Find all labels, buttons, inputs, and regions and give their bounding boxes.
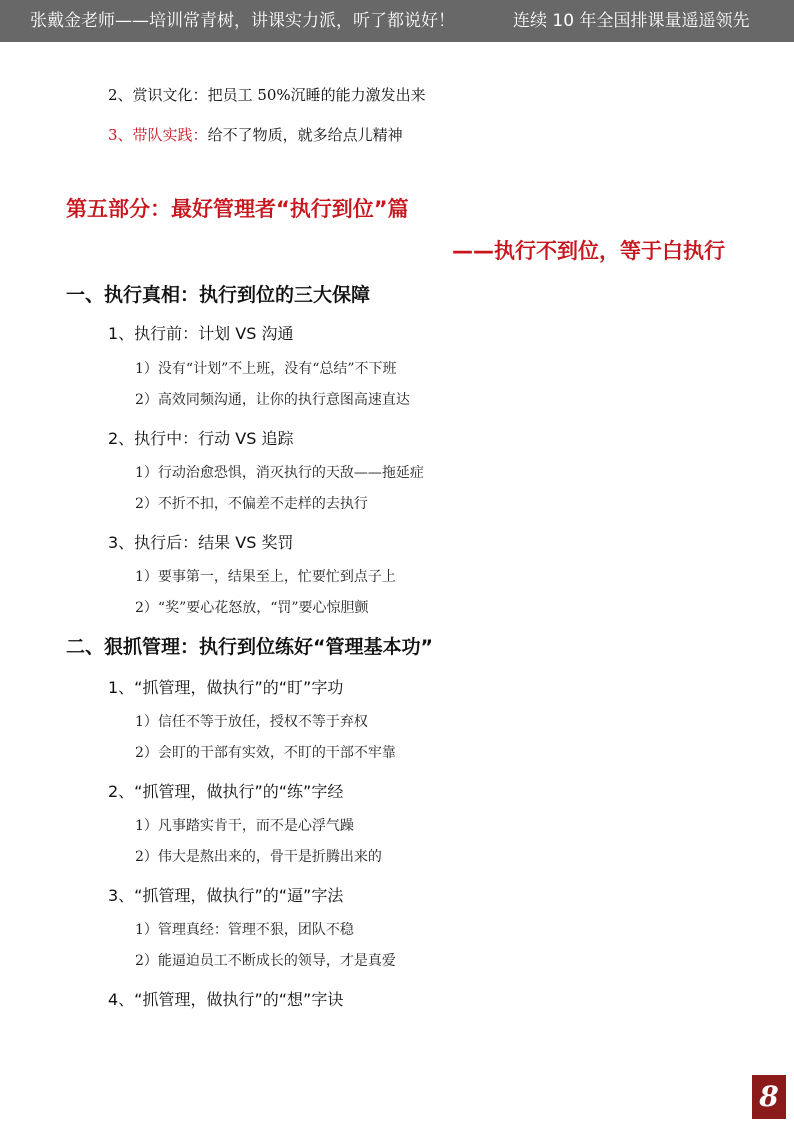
- subsection-title: 2、“抓管理，做执行”的“练”字经: [108, 782, 344, 801]
- list-item: 2）会盯的干部有实效，不盯的干部不牢靠: [135, 745, 396, 761]
- intro-item: [108, 84, 426, 105]
- subsection-title: 2、执行中：行动 VS 追踪: [108, 429, 294, 448]
- part-title: 第五部分：最好管理者“执行到位”篇: [66, 197, 409, 221]
- list-item: 2）能逼迫员工不断成长的领导，才是真爱: [135, 953, 396, 969]
- intro-item: [108, 124, 403, 145]
- list-item: 1）行动治愈恐惧，消灭执行的天敌——拖延症: [135, 465, 424, 481]
- list-item: 1）没有“计划”不上班，没有“总结”不下班: [135, 361, 397, 377]
- subsection-title: 1、“抓管理，做执行”的“盯”字功: [108, 678, 344, 697]
- section-title: 一、执行真相：执行到位的三大保障: [66, 284, 371, 306]
- section-title: 二、狠抓管理：执行到位练好“管理基本功”: [66, 636, 433, 658]
- list-item: 1）要事第一，结果至上，忙要忙到点子上: [135, 569, 396, 585]
- list-item: 1）凡事踏实肯干，而不是心浮气躁: [135, 818, 354, 834]
- subsection-title: 3、“抓管理，做执行”的“逼”字法: [108, 886, 344, 905]
- intro-item-text: 把员工 50%沉睡的能力激发出来: [207, 86, 426, 104]
- intro-item-number: 2、: [108, 86, 133, 104]
- list-item: 2）伟大是熬出来的，骨干是折腾出来的: [135, 849, 382, 865]
- list-item: 2）“奖”要心花怒放，“罚”要心惊胆颤: [135, 600, 369, 616]
- intro-item-number: 3、: [108, 126, 133, 144]
- list-item: 2）不折不扣，不偏差不走样的去执行: [135, 496, 368, 512]
- intro-item-text: 给不了物质，就多给点儿精神: [207, 126, 403, 144]
- header-slogan-right: 连续 10 年全国排课量遥遥领先: [513, 11, 750, 31]
- subsection-title: 4、“抓管理，做执行”的“想”字诀: [108, 990, 344, 1009]
- header-banner: [0, 0, 794, 42]
- list-item: 1）管理真经：管理不狠，团队不稳: [135, 922, 354, 938]
- list-item: 2）高效同频沟通，让你的执行意图高速直达: [135, 392, 410, 408]
- list-item: 1）信任不等于放任，授权不等于弃权: [135, 714, 368, 730]
- intro-item-lead: 赏识文化：: [132, 86, 208, 104]
- subsection-title: 1、执行前：计划 VS 沟通: [108, 324, 294, 343]
- page-number-badge: 8: [752, 1075, 786, 1119]
- subsection-title: 3、执行后：结果 VS 奖罚: [108, 533, 294, 552]
- intro-item-lead: 带队实践：: [132, 126, 208, 144]
- part-subtitle: ——执行不到位，等于白执行: [452, 239, 725, 263]
- header-slogan-left: 张戴金老师——培训常青树，讲课实力派，听了都说好！: [30, 11, 455, 31]
